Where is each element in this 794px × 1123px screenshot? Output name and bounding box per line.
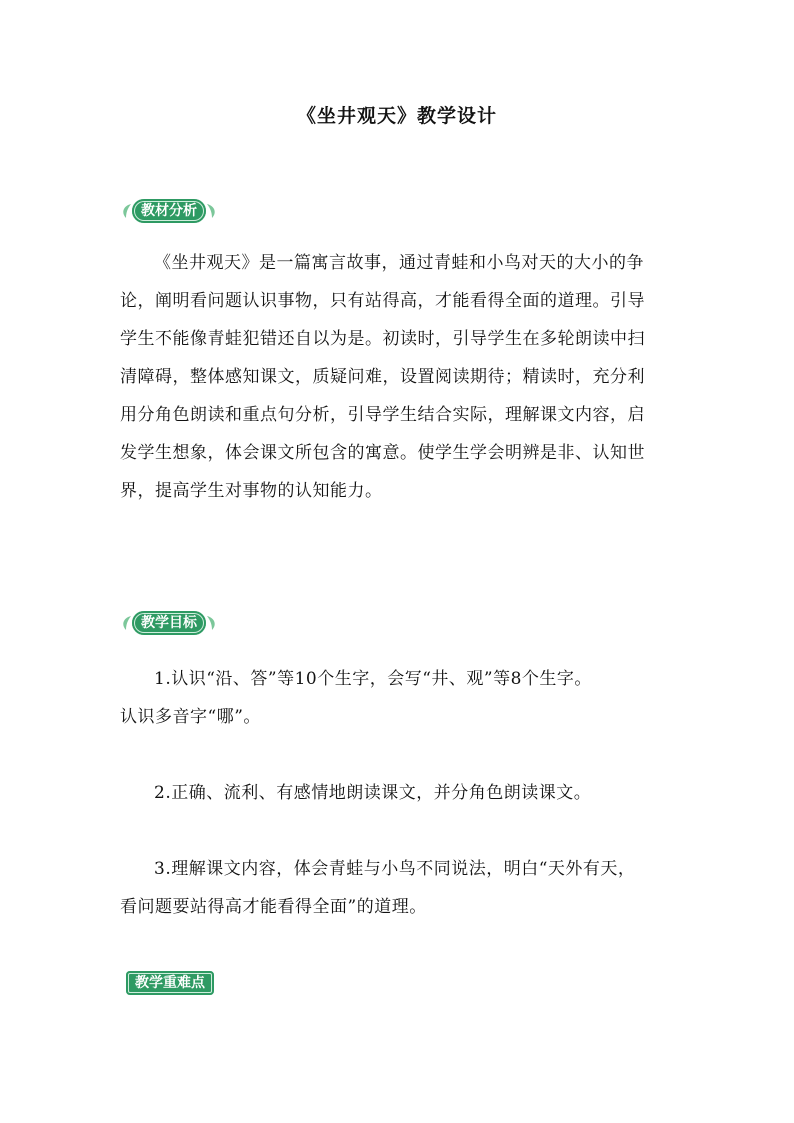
- section-badge-goals: [120, 610, 218, 636]
- section-label: 教学重难点: [126, 971, 214, 995]
- analysis-paragraph: [120, 244, 680, 510]
- text-line: 发学生想象，体会课文所包含的寓意。使学生学会明辨是非、认知世: [120, 443, 645, 463]
- leaf-left-icon: [120, 614, 132, 632]
- goals-list: [120, 660, 680, 926]
- text-line: 用分角色朗读和重点句分析，引导学生结合实际，理解课文内容，启: [120, 405, 645, 425]
- text-line: 《坐井观天》是一篇寓言故事，通过青蛙和小鸟对天的大小的争: [154, 253, 644, 273]
- text-line: 论，阐明看问题认识事物，只有站得高，才能看得全面的道理。引导: [120, 291, 645, 311]
- goal-item-2: 2.正确、流利、有感情地朗读课文，并分角色朗读课文。: [154, 783, 592, 803]
- goal-item-1-cont: 认识多音字“哪”。: [120, 707, 261, 727]
- goal-item-1: 1.认识“沿、答”等10个生字，会写“井、观”等8个生字。: [154, 669, 592, 689]
- page-title: 《坐井观天》教学设计: [296, 105, 497, 127]
- leaf-right-icon: [206, 614, 218, 632]
- text-line: 界，提高学生对事物的认知能力。: [120, 481, 383, 501]
- section-badge-analysis: [120, 198, 218, 224]
- section-label: 教材分析: [132, 199, 206, 223]
- text-line: 学生不能像青蛙犯错还自以为是。初读时，引导学生在多轮朗读中扫: [120, 329, 645, 349]
- section-badge-keypoints: [126, 970, 214, 996]
- goal-item-3-cont: 看问题要站得高才能看得全面”的道理。: [120, 897, 427, 917]
- section-label: 教学目标: [132, 611, 206, 635]
- goal-item-3: 3.理解课文内容，体会青蛙与小鸟不同说法，明白“天外有天，: [154, 859, 636, 879]
- text-line: 清障碍，整体感知课文，质疑问难，设置阅读期待；精读时，充分利: [120, 367, 645, 387]
- leaf-right-icon: [206, 202, 218, 220]
- leaf-left-icon: [120, 202, 132, 220]
